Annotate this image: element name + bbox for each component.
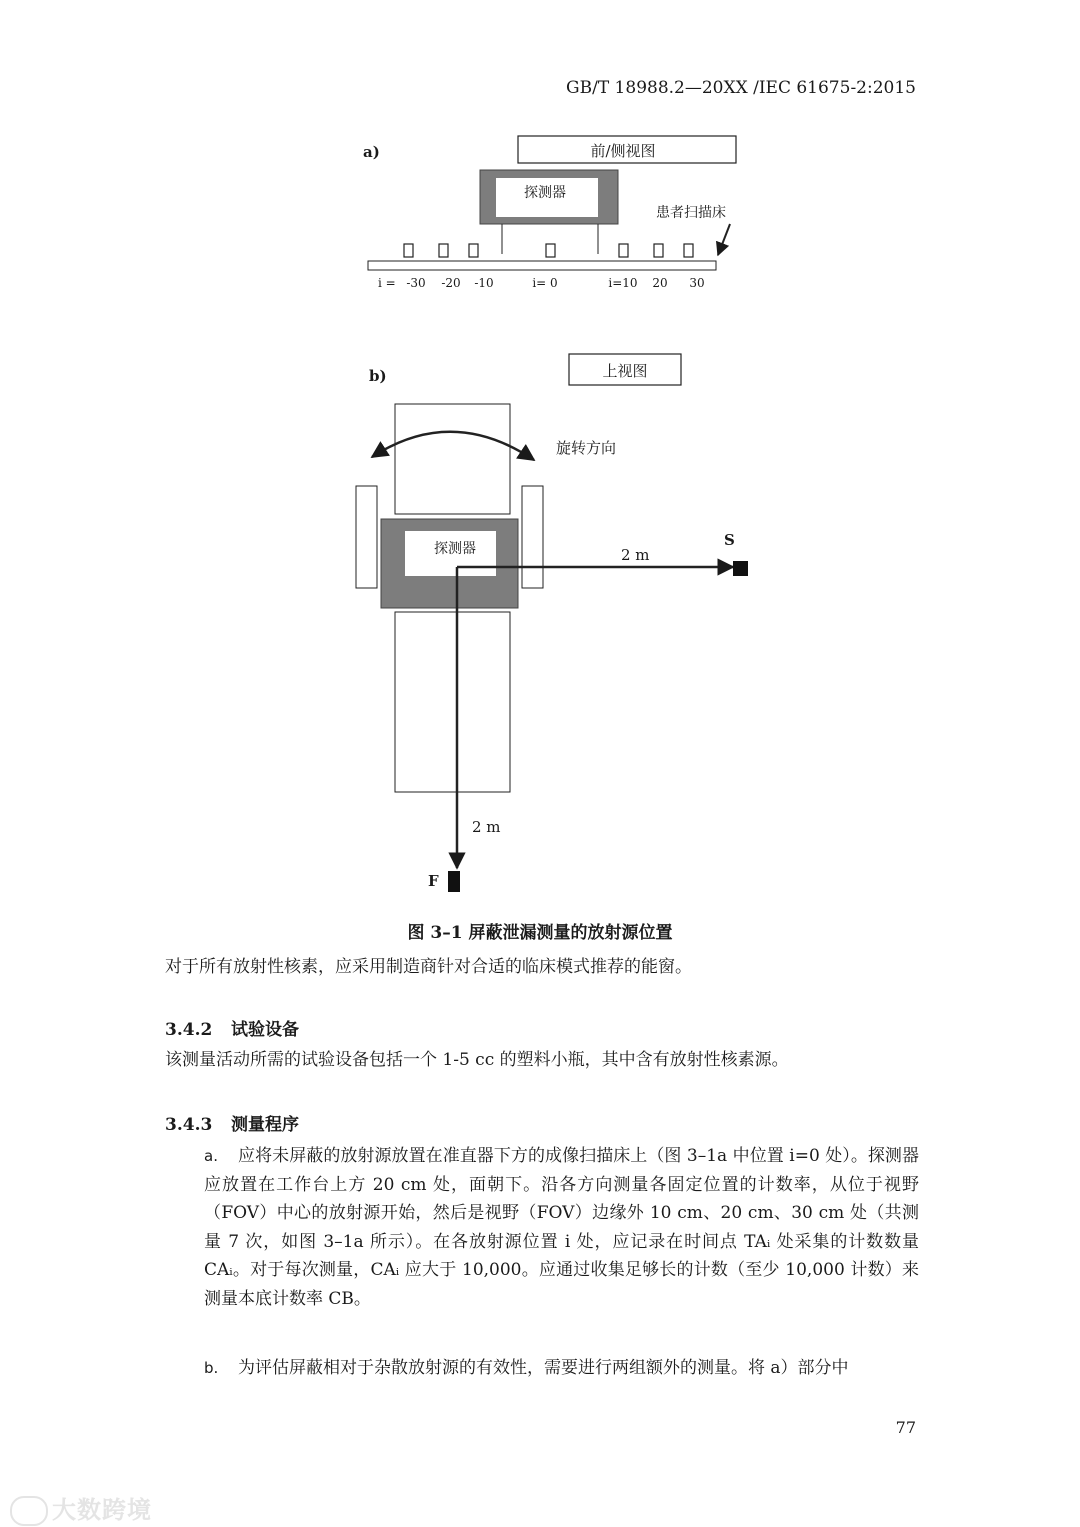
standard-header: GB/T 18988.2—20XX /IEC 61675-2:2015	[566, 78, 916, 98]
detector-label-a: 探测器	[524, 185, 566, 201]
section-heading-3-4-3	[165, 1110, 299, 1135]
gantry-support-right	[522, 486, 543, 588]
position-label: 20	[652, 276, 668, 290]
watermark	[10, 1490, 152, 1526]
section-number: 3.4.3	[165, 1115, 213, 1135]
figure-caption: 图 3–1 屏蔽泄漏测量的放射源位置	[407, 923, 673, 943]
source-s-label: S	[724, 531, 735, 549]
bed-label: 患者扫描床	[656, 205, 726, 221]
distance-f-label: 2 m	[472, 818, 501, 836]
paragraph-test-equipment: 该测量活动所需的试验设备包括一个 1-5 cc 的塑料小瓶，其中含有放射性核素源。	[165, 1050, 789, 1070]
source-f-label: F	[428, 872, 439, 890]
position-label: i= 0	[532, 276, 558, 290]
section-title: 测量程序	[231, 1115, 299, 1135]
detector-label-b: 探测器	[434, 541, 476, 557]
bed-pointer-arrow	[718, 224, 730, 255]
rotation-label: 旋转方向	[556, 439, 617, 457]
view-title-a: 前/侧视图	[590, 142, 656, 160]
item-text: 应将未屏蔽的放射源放置在准直器下方的成像扫描床上（图 3–1a 中位置 i=0 处）。探测器应放置在工作台上方 20 cm 处，面朝下。沿各方向测量各固定位置的计数率，从位于视野（FOV）中心的放射源开始，然后是视野（FOV）边缘外 10 cm、20 cm、30 cm 处（共测量 7 次，如图 3–1a 所示）。在各放射源位置 i 处，应记录在时间点 TAᵢ 处采集的计数数量 CAᵢ。对于每次测量，CAᵢ 应大于 10,000。应通过收集足够长的计数（至少 10,000 计数）来测量本底计数率 CB。	[204, 1146, 919, 1309]
section-title: 试验设备	[231, 1020, 299, 1040]
section-number: 3.4.2	[165, 1020, 213, 1040]
source-s	[733, 561, 748, 576]
procedure-item-a	[204, 1142, 919, 1313]
source-vial	[404, 244, 413, 257]
page-number: 77	[895, 1418, 916, 1437]
source-vial	[439, 244, 448, 257]
item-text: 为评估屏蔽相对于杂散放射源的有效性，需要进行两组额外的测量。将 a）部分中	[238, 1358, 849, 1378]
position-label: -30	[406, 276, 426, 290]
figure-a-label: a)	[363, 143, 380, 161]
source-f	[448, 871, 460, 892]
section-heading-3-4-2	[165, 1015, 299, 1040]
position-prefix: i =	[378, 276, 396, 290]
source-vial	[546, 244, 555, 257]
procedure-item-b	[204, 1354, 919, 1383]
source-vial	[654, 244, 663, 257]
position-label: 30	[689, 276, 705, 290]
patient-bed-top	[395, 612, 510, 792]
patient-bed-side	[368, 261, 716, 270]
gantry-top	[395, 404, 510, 514]
item-label: a.	[204, 1147, 218, 1165]
gantry-support-left	[356, 486, 377, 588]
position-label: -20	[441, 276, 461, 290]
item-label: b.	[204, 1359, 219, 1377]
watermark-logo-icon	[10, 1496, 48, 1526]
source-vial	[684, 244, 693, 257]
figure-b-label: b)	[369, 367, 387, 385]
source-vial	[619, 244, 628, 257]
position-label: -10	[474, 276, 494, 290]
source-vial	[469, 244, 478, 257]
watermark-text: 大数跨境	[52, 1496, 152, 1524]
position-label: i=10	[608, 276, 638, 290]
distance-s-label: 2 m	[621, 546, 650, 564]
view-title-b: 上视图	[602, 362, 648, 380]
paragraph-energy-window: 对于所有放射性核素，应采用制造商针对合适的临床模式推荐的能窗。	[165, 957, 692, 977]
